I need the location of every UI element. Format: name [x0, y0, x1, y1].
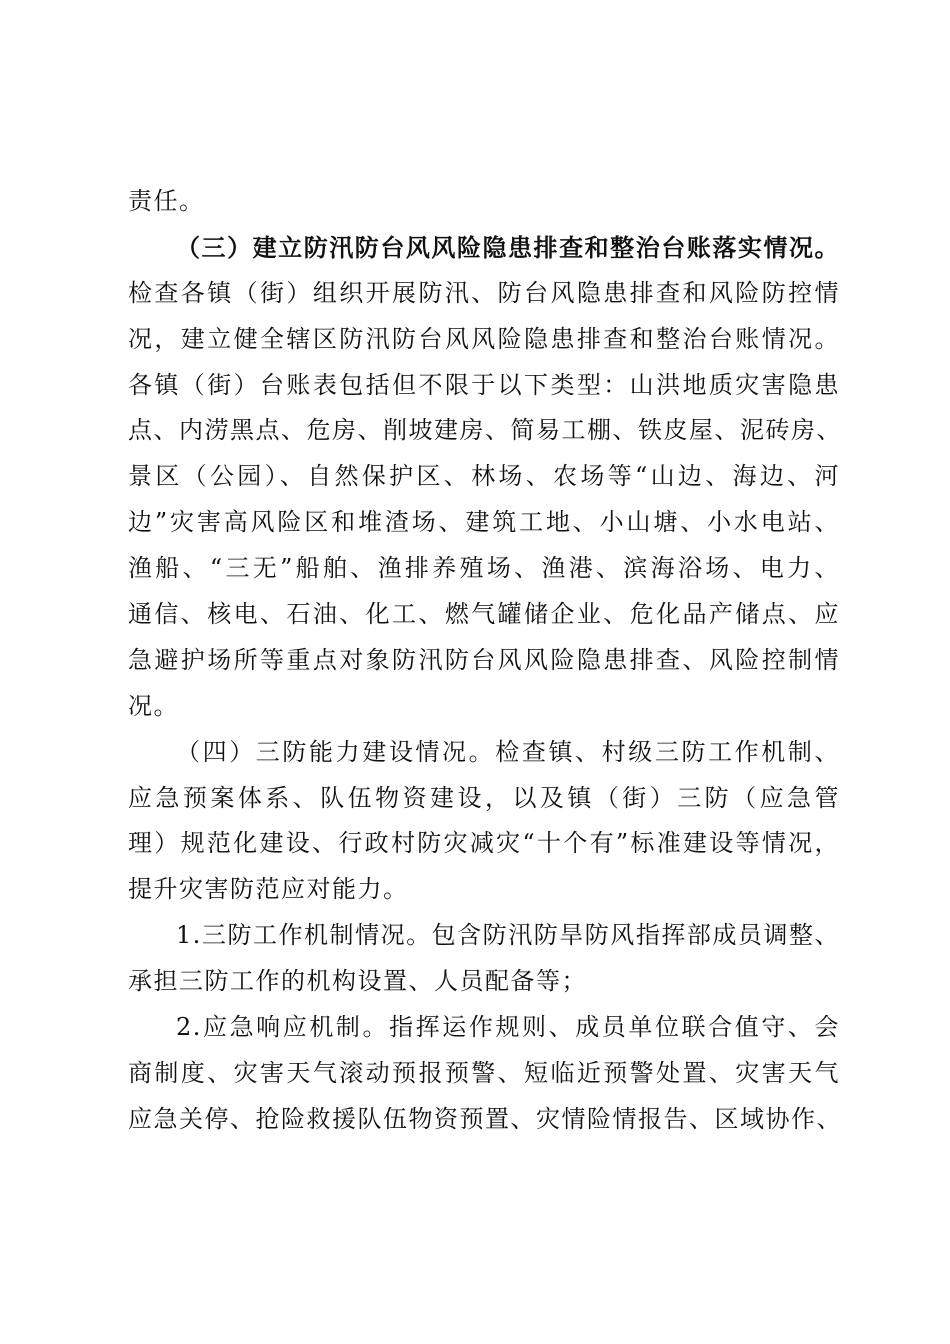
paragraph-line: 渔船、“三无”船舶、渔排养殖场、渔港、滨海浴场、电力、: [128, 554, 840, 583]
paragraph-line: 理）规范化建设、行政村防灾减灾“十个有”标准建设等情况，: [128, 829, 840, 858]
paragraph-line: 边”灾害高风险区和堆渣场、建筑工地、小山塘、小水电站、: [128, 508, 840, 537]
paragraph-line: 急避护场所等重点对象防汛防台风风险隐患排查、风险控制情: [128, 645, 840, 674]
paragraph-line: 应急关停、抢险救援队伍物资预置、灾情险情报告、区域协作、: [128, 1104, 842, 1133]
paragraph-line: 景区（公园）、自然保护区、林场、农场等“山边、海边、河: [128, 462, 840, 491]
paragraph-line: 应急预案体系、队伍物资建设，以及镇（街）三防（应急管: [128, 783, 840, 812]
paragraph-line: 提升灾害防范应对能力。: [128, 875, 409, 904]
paragraph-line: 通信、核电、石油、化工、燃气罐储企业、危化品产储点、应: [128, 600, 840, 629]
paragraph-line: 检查各镇（街）组织开展防汛、防台风隐患排查和风险防控情: [128, 278, 840, 307]
paragraph-line: 况。: [128, 691, 179, 720]
document-page: [128, 179, 840, 1143]
section-heading-line: （四）三防能力建设情况。检查镇、村级三防工作机制、: [176, 737, 840, 766]
paragraph-line: 商制度、灾害天气滚动预报预警、短临近预警处置、灾害天气: [128, 1058, 840, 1087]
section-heading-line: （三）建立防汛防台风风险隐患排查和整治台账落实情况。: [176, 232, 840, 262]
list-item-line: 1.三防工作机制情况。包含防汛防旱防风指挥部成员调整、: [176, 921, 840, 950]
paragraph-line: 点、内涝黑点、危房、削坡建房、简易工棚、铁皮屋、泥砖房、: [128, 416, 842, 445]
paragraph-line: 况，建立健全辖区防汛防台风风险隐患排查和整治台账情况。: [128, 324, 840, 353]
paragraph-line: 责任。: [128, 187, 205, 215]
paragraph-line: 承担三防工作的机构设置、人员配备等；: [128, 967, 587, 996]
paragraph-line: 各镇（街）台账表包括但不限于以下类型：山洪地质灾害隐患: [128, 370, 840, 399]
list-item-line: 2.应急响应机制。指挥运作规则、成员单位联合值守、会: [176, 1013, 840, 1042]
